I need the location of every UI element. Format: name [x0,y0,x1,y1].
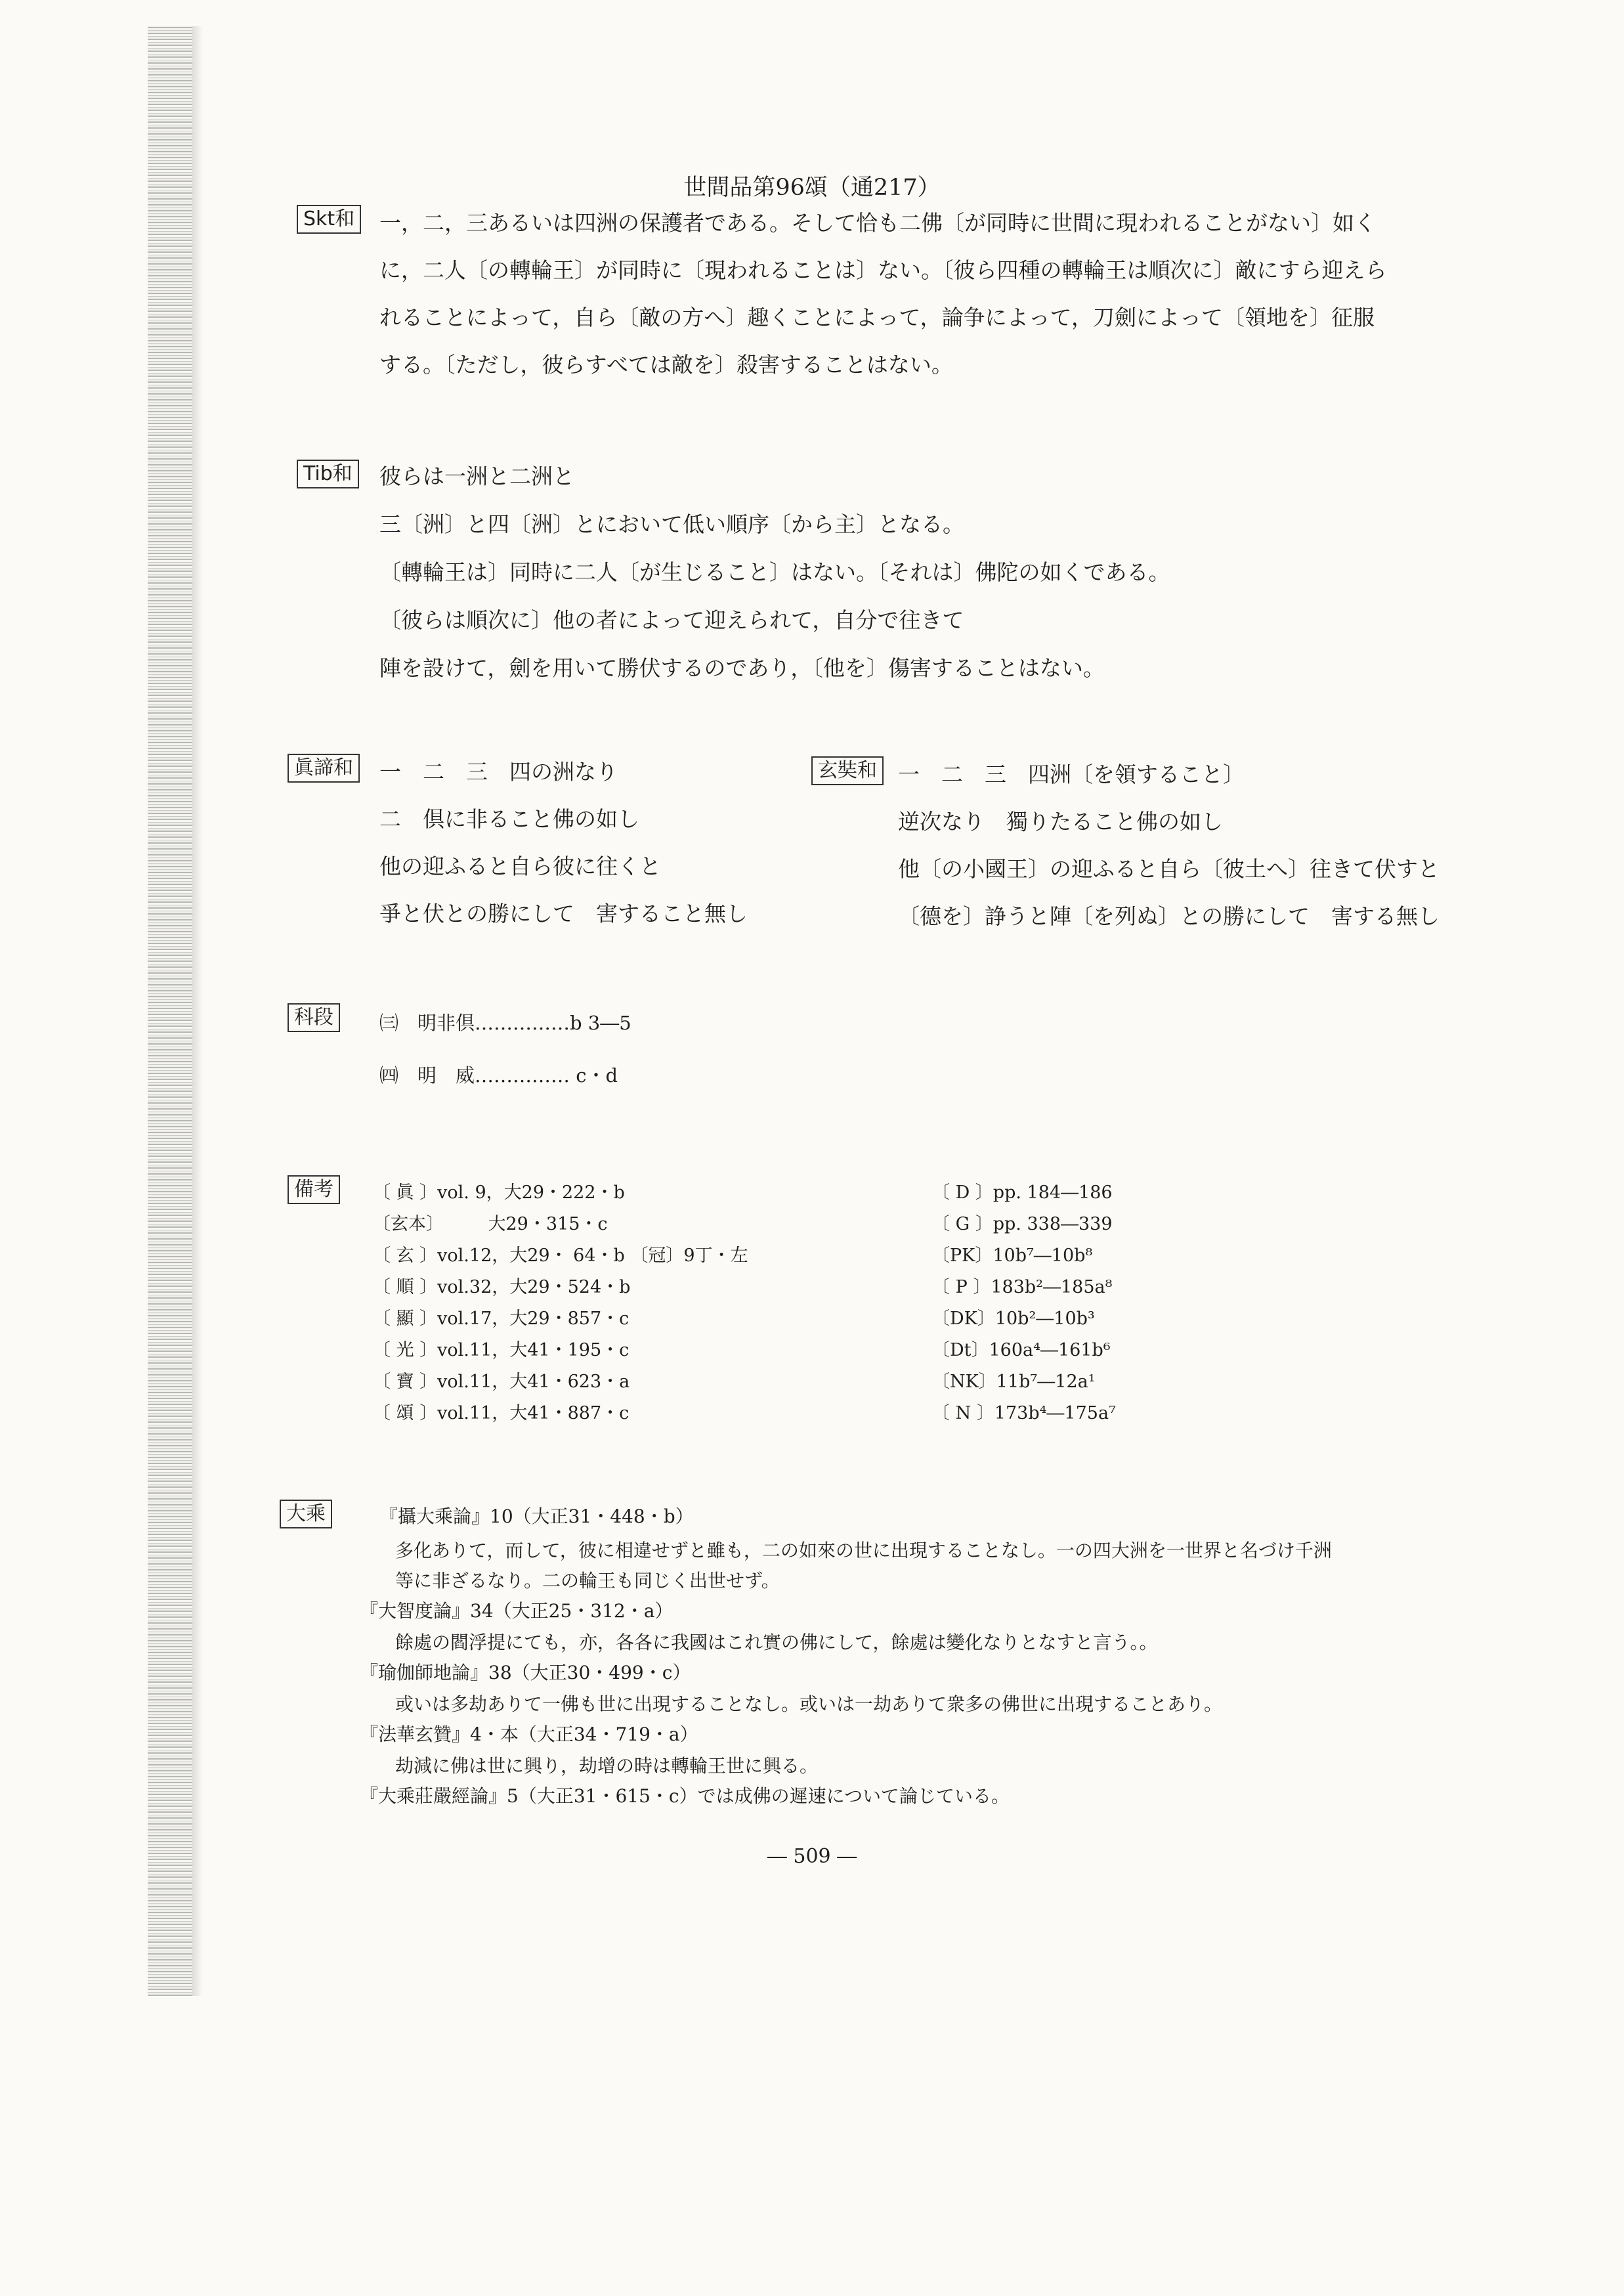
daijo-citation: 『法華玄贊』4・本（大正34・719・a） [360,1723,698,1745]
daijo-text: 或いは多劫ありて一佛も世に出現することなし。或いは一劫ありて衆多の佛世に出現することあり。 [395,1693,1223,1715]
kadan-line: ㈢ 明非倶……………b 3―5 [379,1012,631,1034]
biko-left: 〔 顯 〕vol.17，大29・857・c [373,1309,630,1329]
page-number: ― 509 ― [767,1845,857,1868]
scan-binding-edge [192,26,203,1996]
tib-line: 〔轉輪王は〕同時に二人〔が生じること〕はない。〔それは〕佛陀の如くである。 [379,559,1170,585]
daijo-citation: 『攝大乘論』10（大正31・448・b） [379,1505,694,1527]
daijo-text: 餘處の閻浮提にても，亦，各各に我國はこれ實の佛にして，餘處は變化なりとなすと言う。。 [395,1632,1158,1653]
biko-right: 〔 D 〕pp. 184―186 [932,1182,1113,1203]
tib-label: Tib和 [297,460,359,488]
shinsetsu-line: 一 二 三 四の洲なり [379,759,618,785]
genjo-line: 一 二 三 四洲〔を領すること〕 [898,762,1245,787]
genjo-line: 他〔の小國王〕の迎ふると自ら〔彼土へ〕往きて伏すと [898,856,1440,882]
skt-line: に，二人〔の轉輪王〕が同時に〔現われることは〕ない。〔彼ら四種の轉輪王は順次に〕敵にすら迎えら [379,257,1387,283]
daijo-label: 大乘 [280,1500,332,1528]
biko-left: 〔 光 〕vol.11，大41・195・c [373,1340,630,1360]
shinsetsu-label: 眞諦和 [288,754,360,783]
tib-line: 陣を設けて，劍を用いて勝伏するのであり，〔他を〕傷害することはない。 [379,655,1105,681]
skt-label: Skt和 [297,205,361,234]
biko-right: 〔 P 〕183b²―185a⁸ [932,1277,1113,1297]
genjo-line: 逆次なり 獨りたること佛の如し [898,809,1223,834]
tib-line: 〔彼らは順次に〕他の者によって迎えられて，自分で往きて [379,607,964,633]
biko-left: 〔 順 〕vol.32，大29・524・b [373,1277,631,1297]
biko-left: 〔 眞 〕vol. 9，大29・222・b [373,1182,625,1203]
page-title: 世間品第96頌（通217） [683,175,941,201]
daijo-citation: 『大乘莊嚴經論』5（大正31・615・c）では成佛の遲速について論じている。 [360,1785,1010,1807]
biko-left: 〔 寶 〕vol.11，大41・623・a [373,1372,630,1392]
kadan-label: 科段 [288,1003,340,1032]
shinsetsu-line: 他の迎ふると自ら彼に往くと [379,854,661,879]
biko-right: 〔NK〕11b⁷―12a¹ [932,1372,1096,1392]
genjo-label: 玄奘和 [811,756,884,785]
biko-left: 〔 頌 〕vol.11，大41・887・c [373,1403,630,1423]
skt-line: れることによって，自ら〔敵の方へ〕趣くことによって，論争によって，刀劍によって〔領地を〕征服 [379,305,1375,330]
skt-line: する。〔ただし，彼らすべては敵を〕殺害することはない。 [379,352,953,378]
biko-right: 〔 G 〕pp. 338―339 [932,1214,1113,1234]
daijo-text: 多化ありて，而して，彼に相違せずと雖も，二の如來の世に出現することなし。一の四大洲を一世界と名づけ千洲 [395,1540,1332,1561]
biko-right: 〔 N 〕173b⁴―175a⁷ [932,1403,1116,1423]
biko-left: 〔 玄 〕vol.12，大29・ 64・b 〔冠〕9丁・左 [373,1245,748,1266]
biko-label: 備考 [288,1175,340,1204]
biko-left: 〔玄本〕 大29・315・c [373,1214,608,1234]
kadan-line: ㈣ 明 威…………… c・d [379,1064,618,1087]
biko-right: 〔Dt〕160a⁴―161b⁶ [932,1340,1111,1360]
shinsetsu-line: 二 倶に非ること佛の如し [379,806,639,832]
daijo-text: 劫減に佛は世に興り，劫增の時は轉輪王世に興る。 [395,1755,819,1777]
daijo-citation: 『瑜伽師地論』38（大正30・499・c） [360,1662,691,1683]
tib-line: 三〔洲〕と四〔洲〕とにおいて低い順序〔から主〕となる。 [379,511,964,537]
genjo-line: 〔德を〕諍うと陣〔を列ぬ〕との勝にして 害する無し [898,903,1440,929]
biko-right: 〔PK〕10b⁷―10b⁸ [932,1245,1093,1266]
shinsetsu-line: 爭と伏との勝にして 害すること無し [379,901,748,926]
biko-right: 〔DK〕10b²―10b³ [932,1309,1095,1329]
skt-line: 一，二，三あるいは四洲の保護者である。そして恰も二佛〔が同時に世間に現われることがない〕如く [379,210,1376,236]
tib-line: 彼らは一洲と二洲と [379,464,574,489]
daijo-citation: 『大智度論』34（大正25・312・a） [360,1600,673,1622]
daijo-text: 等に非ざるなり。二の輪王も同じく出世せず。 [395,1570,780,1592]
scan-binding-shadow [148,26,192,1996]
